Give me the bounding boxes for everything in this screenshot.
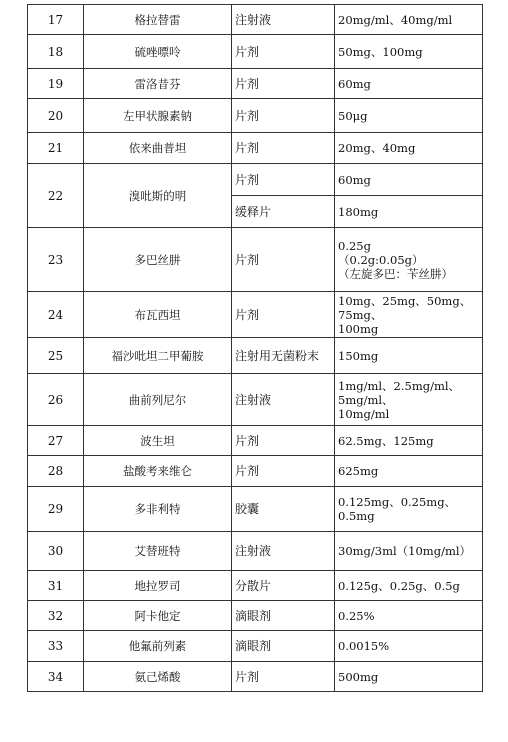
table-row [28,662,483,692]
specification [335,164,483,196]
spec-line: 100mg [338,321,379,336]
drug-table-body [28,5,483,692]
dosage-form: 分散片 [232,571,335,601]
dosage-form: 滴眼剂 [232,601,335,631]
drug-name: 溴吡斯的明 [84,164,232,228]
row-number: 22 [28,164,84,228]
table-row [28,426,483,456]
spec-line: 10mg、25mg、50mg、75mg、 [338,293,472,322]
spec-line: 1mg/ml、2.5mg/ml、5mg/ml、 [338,378,461,407]
dosage-form: 片剂 [232,69,335,99]
specification [335,532,483,571]
drug-name: 盐酸考来维仑 [84,456,232,487]
drug-name: 格拉替雷 [84,5,232,35]
dosage-form: 注射液 [232,374,335,426]
row-number: 34 [28,662,84,692]
specification [335,662,483,692]
table-row [28,292,483,338]
specification [335,338,483,374]
drug-name: 氨己烯酸 [84,662,232,692]
specification [335,571,483,601]
table-row [28,99,483,133]
spec-line: 60mg [338,76,371,91]
specification [335,426,483,456]
specification [335,196,483,228]
dosage-form: 片剂 [232,164,335,196]
drug-name: 多巴丝肼 [84,228,232,292]
row-number: 26 [28,374,84,426]
dosage-form: 注射液 [232,5,335,35]
spec-line: 60mg [338,172,371,187]
spec-line: 0.125g、0.25g、0.5g [338,578,460,593]
row-number: 25 [28,338,84,374]
table-row [28,532,483,571]
specification [335,99,483,133]
dosage-form: 注射液 [232,532,335,571]
dosage-form: 片剂 [232,133,335,164]
drug-name: 阿卡他定 [84,601,232,631]
row-number: 29 [28,487,84,532]
specification [335,292,483,338]
table-row [28,5,483,35]
table-row [28,69,483,99]
row-number: 23 [28,228,84,292]
spec-line: 150mg [338,348,379,363]
table-row [28,571,483,601]
dosage-form: 滴眼剂 [232,631,335,662]
spec-line: 0.0015% [338,639,390,653]
row-number: 21 [28,133,84,164]
drug-name: 他氟前列素 [84,631,232,662]
row-number: 33 [28,631,84,662]
spec-line: 62.5mg、125mg [338,433,434,448]
spec-line: 180mg [338,204,379,219]
row-number: 20 [28,99,84,133]
row-number: 32 [28,601,84,631]
spec-line: 50mg、100mg [338,44,423,59]
spec-line: 10mg/ml [338,406,390,421]
drug-name: 布瓦西坦 [84,292,232,338]
specification [335,631,483,662]
spec-line: 0.25% [338,608,375,623]
table-row [28,601,483,631]
drug-name: 福沙吡坦二甲葡胺 [84,338,232,374]
row-number: 28 [28,456,84,487]
drug-name: 硫唑嘌呤 [84,35,232,69]
drug-name: 雷洛昔芬 [84,69,232,99]
specification [335,69,483,99]
row-number: 31 [28,571,84,601]
drug-name: 波生坦 [84,426,232,456]
table-row [28,228,483,292]
specification [335,374,483,426]
row-number: 19 [28,69,84,99]
dosage-form: 注射用无菌粉末 [232,338,335,374]
table-row [28,133,483,164]
table-row [28,35,483,69]
drug-table [27,4,483,692]
spec-line: 0.125mg、0.25mg、0.5mg [338,495,457,523]
spec-line: 0.25g [338,238,371,253]
table-row [28,338,483,374]
row-number: 30 [28,532,84,571]
specification [335,456,483,487]
table-row [28,631,483,662]
spec-line: （左旋多巴：苄丝肼） [338,266,453,281]
row-number: 24 [28,292,84,338]
dosage-form: 片剂 [232,426,335,456]
drug-name: 地拉罗司 [84,571,232,601]
specification [335,228,483,292]
drug-name: 多非利特 [84,487,232,532]
spec-line: （0.2g:0.05g） [338,252,424,267]
table-row [28,456,483,487]
specification [335,601,483,631]
drug-name: 左甲状腺素钠 [84,99,232,133]
dosage-form: 缓释片 [232,196,335,228]
specification [335,35,483,69]
dosage-form: 片剂 [232,456,335,487]
drug-name: 曲前列尼尔 [84,374,232,426]
dosage-form: 片剂 [232,228,335,292]
specification [335,487,483,532]
row-number: 17 [28,5,84,35]
dosage-form: 片剂 [232,662,335,692]
table-row [28,164,483,196]
table-row [28,487,483,532]
dosage-form: 片剂 [232,35,335,69]
row-number: 18 [28,35,84,69]
dosage-form: 片剂 [232,292,335,338]
specification [335,5,483,35]
specification [335,133,483,164]
spec-line: 500mg [338,669,379,684]
table-row [28,374,483,426]
drug-name: 依来曲普坦 [84,133,232,164]
dosage-form: 胶囊 [232,487,335,532]
dosage-form: 片剂 [232,99,335,133]
row-number: 27 [28,426,84,456]
spec-line: 30mg/3ml（10mg/ml） [338,544,472,558]
spec-line: 20mg、40mg [338,141,416,155]
spec-line: 625mg [338,464,379,478]
drug-name: 艾替班特 [84,532,232,571]
spec-line: 20mg/ml、40mg/ml [338,12,453,27]
spec-line: 50μg [338,108,368,123]
